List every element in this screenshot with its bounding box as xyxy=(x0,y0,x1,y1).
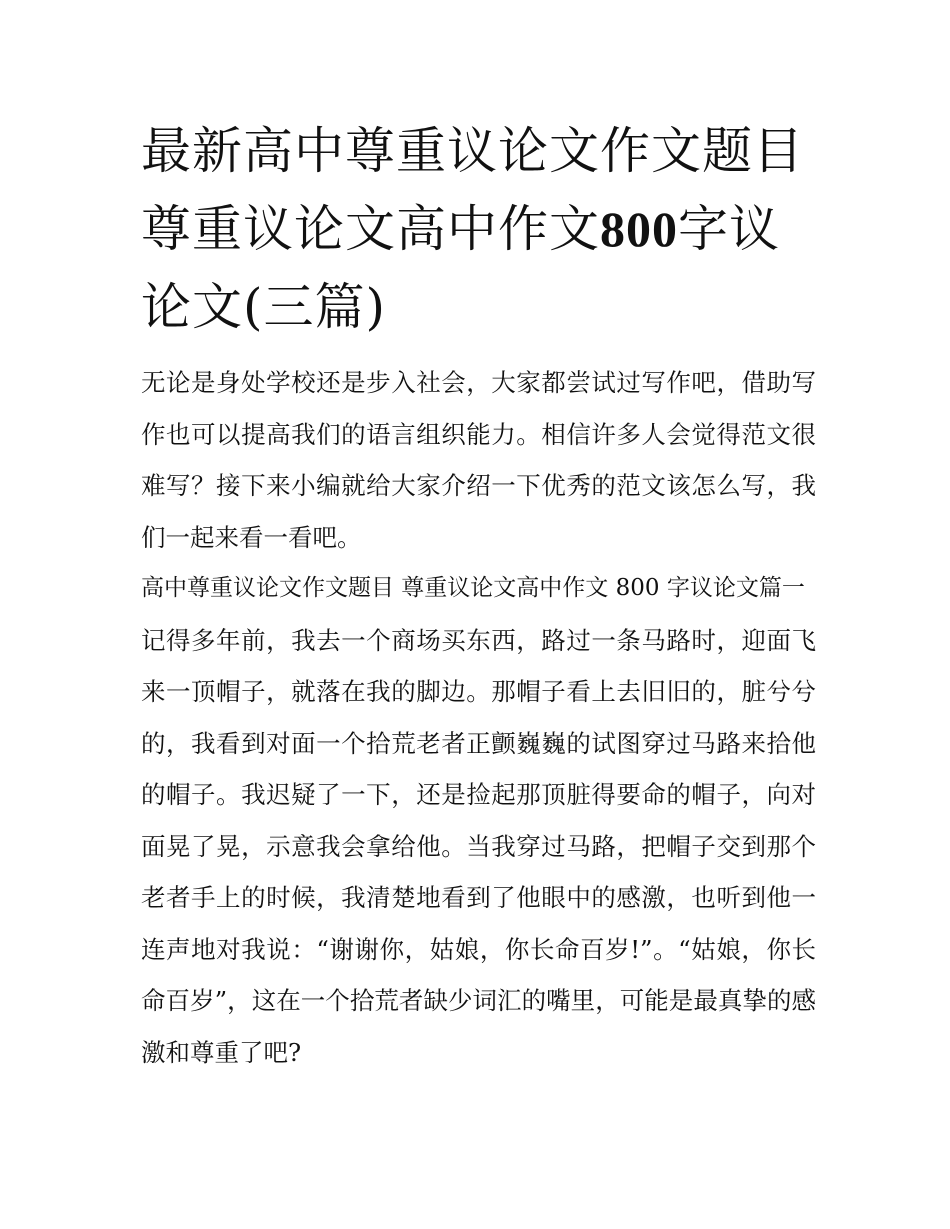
title-text-part2: 字议论文(三篇) xyxy=(141,200,780,336)
title-number: 800 xyxy=(600,201,678,257)
document-body xyxy=(141,357,816,1078)
title-text-part1: 最新高中尊重议论文作文题目尊重议论文高中作文 xyxy=(141,122,804,258)
essay-paragraph: 记得多年前，我去一个商场买东西，路过一条马路时，迎面飞来一顶帽子，就落在我的脚边。那帽子看上去旧旧的，脏兮兮的，我看到对面一个拾荒老者正颤巍巍的试图穿过马路来拾他的帽子。我迟疑了一下，还是捡起那顶脏得要命的帽子，向对面晃了晃，示意我会拿给他。当我穿过马路，把帽子交到那个老者手上的时候，我清楚地看到了他眼中的感激，也听到他一连声地对我说：“谢谢你，姑娘，你长命百岁!”。“姑娘，你长命百岁”，这在一个拾荒者缺少词汇的嘴里，可能是最真挚的感激和尊重了吧? xyxy=(141,625,816,1067)
document-title xyxy=(141,112,821,346)
intro-paragraph: 无论是身处学校还是步入社会，大家都尝试过写作吧，借助写作也可以提高我们的语言组织能力。相信许多人会觉得范文很难写？接下来小编就给大家介绍一下优秀的范文该怎么写，我们一起来看一看吧。 xyxy=(141,368,816,552)
section-heading: 高中尊重议论文作文题目 尊重议论文高中作文 800 字议论文篇一 xyxy=(141,575,805,601)
